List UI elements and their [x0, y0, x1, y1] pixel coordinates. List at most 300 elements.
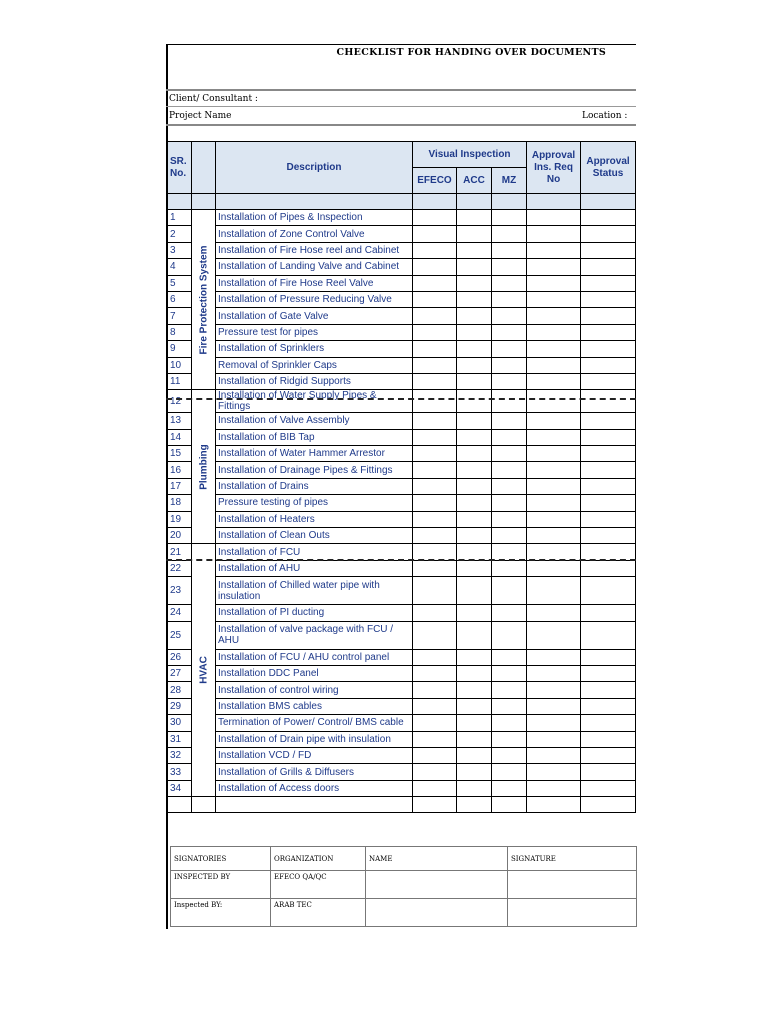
approval-ins-cell[interactable]	[527, 357, 581, 373]
section-plumbing	[192, 390, 216, 544]
row-description: Installation VCD / FD	[216, 747, 413, 763]
client-consultant-label: Client/ Consultant :	[169, 94, 258, 104]
approval-ins-cell[interactable]	[527, 528, 581, 544]
approval-ins-cell[interactable]	[527, 413, 581, 429]
row-description: Removal of Sprinkler Caps	[216, 357, 413, 373]
mz-cell[interactable]	[492, 357, 527, 373]
mz-cell[interactable]	[492, 544, 527, 560]
mz-cell[interactable]	[492, 462, 527, 478]
approval-status-cell[interactable]	[581, 780, 636, 796]
row-description: Installation of FCU	[216, 544, 413, 560]
mz-cell[interactable]	[492, 324, 527, 340]
approval-status-cell[interactable]	[581, 665, 636, 681]
acc-cell[interactable]	[457, 605, 492, 621]
approval-status-cell[interactable]	[581, 764, 636, 780]
table-row	[168, 413, 636, 429]
approval-ins-cell[interactable]	[527, 649, 581, 665]
acc-cell[interactable]	[457, 731, 492, 747]
mz-header: MZ	[492, 168, 527, 194]
row-number: 34	[168, 780, 192, 796]
mz-cell[interactable]	[492, 308, 527, 324]
row-description: Installation of Valve Assembly	[216, 413, 413, 429]
row-description: Installation of Ridgid Supports	[216, 373, 413, 389]
row-description: Installation of Drains	[216, 478, 413, 494]
efeco-cell[interactable]	[413, 390, 457, 413]
acc-cell[interactable]	[457, 308, 492, 324]
empty-cell	[457, 797, 492, 813]
efeco-cell[interactable]	[413, 715, 457, 731]
row-number: 22	[168, 560, 192, 576]
acc-cell[interactable]	[457, 478, 492, 494]
approval-status-cell[interactable]	[581, 291, 636, 307]
row-number: 4	[168, 259, 192, 275]
table-row	[168, 577, 636, 605]
row-number: 1	[168, 210, 192, 226]
approval-ins-cell[interactable]	[527, 544, 581, 560]
row-number: 7	[168, 308, 192, 324]
section-label: Plumbing	[198, 444, 209, 490]
mz-cell[interactable]	[492, 373, 527, 389]
approval-ins-cell[interactable]	[527, 682, 581, 698]
table-row	[168, 341, 636, 357]
table-row	[168, 373, 636, 389]
empty-cell	[492, 797, 527, 813]
section-label: Fire Protection System	[198, 245, 209, 355]
row-description: Installation of Fire Hose reel and Cabinet	[216, 242, 413, 258]
efeco-cell[interactable]	[413, 544, 457, 560]
approval-status-cell[interactable]	[581, 747, 636, 763]
organization-efeco: EFECO QA/QC	[271, 871, 366, 899]
row-number: 9	[168, 341, 192, 357]
mz-cell[interactable]	[492, 495, 527, 511]
acc-cell[interactable]	[457, 544, 492, 560]
mz-cell[interactable]	[492, 665, 527, 681]
name-field[interactable]	[366, 899, 508, 927]
efeco-cell[interactable]	[413, 605, 457, 621]
approval-ins-cell[interactable]	[527, 226, 581, 242]
efeco-cell[interactable]	[413, 324, 457, 340]
acc-cell[interactable]	[457, 577, 492, 605]
approval-status-header: Approval Status	[581, 142, 636, 194]
approval-ins-cell[interactable]	[527, 764, 581, 780]
mz-cell[interactable]	[492, 259, 527, 275]
empty-cell	[168, 797, 192, 813]
approval-ins-cell[interactable]	[527, 275, 581, 291]
table-row	[168, 259, 636, 275]
approval-status-cell[interactable]	[581, 373, 636, 389]
efeco-cell[interactable]	[413, 462, 457, 478]
table-row	[168, 390, 636, 413]
efeco-cell[interactable]	[413, 780, 457, 796]
table-row	[168, 291, 636, 307]
approval-status-cell[interactable]	[581, 577, 636, 605]
efeco-cell[interactable]	[413, 621, 457, 649]
mz-cell[interactable]	[492, 242, 527, 258]
approval-status-cell[interactable]	[581, 605, 636, 621]
efeco-cell[interactable]	[413, 357, 457, 373]
efeco-cell[interactable]	[413, 226, 457, 242]
sr-no-header: SR. No.	[168, 142, 192, 194]
approval-ins-req-no-header: Approval Ins. Req No	[527, 142, 581, 194]
approval-status-cell[interactable]	[581, 649, 636, 665]
table-row	[168, 764, 636, 780]
empty-cell	[216, 797, 413, 813]
acc-cell[interactable]	[457, 698, 492, 714]
acc-cell[interactable]	[457, 511, 492, 527]
row-number: 31	[168, 731, 192, 747]
table-row	[168, 462, 636, 478]
table-row	[168, 429, 636, 445]
approval-ins-cell[interactable]	[527, 210, 581, 226]
description-header: Description	[216, 142, 413, 194]
approval-status-cell[interactable]	[581, 731, 636, 747]
approval-status-cell[interactable]	[581, 495, 636, 511]
approval-status-cell[interactable]	[581, 446, 636, 462]
efeco-cell[interactable]	[413, 577, 457, 605]
efeco-cell[interactable]	[413, 210, 457, 226]
sheet-top-border	[166, 44, 636, 45]
acc-cell[interactable]	[457, 259, 492, 275]
mz-cell[interactable]	[492, 621, 527, 649]
row-description: Installation of Drain pipe with insulation	[216, 731, 413, 747]
table-row	[168, 275, 636, 291]
row-description: Installation BMS cables	[216, 698, 413, 714]
approval-status-cell[interactable]	[581, 275, 636, 291]
visual-inspection-header: Visual Inspection	[413, 142, 527, 168]
efeco-cell[interactable]	[413, 665, 457, 681]
table-row	[168, 324, 636, 340]
table-row	[168, 780, 636, 796]
efeco-cell[interactable]	[413, 446, 457, 462]
mz-cell[interactable]	[492, 780, 527, 796]
table-row	[168, 747, 636, 763]
signature-field[interactable]	[508, 899, 637, 927]
row-number: 18	[168, 495, 192, 511]
mz-cell[interactable]	[492, 577, 527, 605]
table-row	[168, 649, 636, 665]
mz-cell[interactable]	[492, 413, 527, 429]
approval-status-cell[interactable]	[581, 242, 636, 258]
organization-header: ORGANIZATION	[271, 847, 366, 871]
row-number: 27	[168, 665, 192, 681]
efeco-cell[interactable]	[413, 308, 457, 324]
section-separator	[166, 559, 636, 561]
row-description: Installation of Landing Valve and Cabinet	[216, 259, 413, 275]
mz-cell[interactable]	[492, 511, 527, 527]
row-number: 14	[168, 429, 192, 445]
row-number: 13	[168, 413, 192, 429]
inspected-by-label-2: Inspected BY:	[171, 899, 271, 927]
approval-status-cell[interactable]	[581, 511, 636, 527]
row-number: 28	[168, 682, 192, 698]
section-fire-protection	[192, 210, 216, 390]
approval-status-cell[interactable]	[581, 682, 636, 698]
table-row	[168, 698, 636, 714]
table-row	[168, 511, 636, 527]
section-separator	[166, 398, 636, 400]
approval-ins-cell[interactable]	[527, 462, 581, 478]
mz-cell[interactable]	[492, 605, 527, 621]
row-number: 8	[168, 324, 192, 340]
table-row	[168, 478, 636, 494]
row-number: 2	[168, 226, 192, 242]
approval-status-cell[interactable]	[581, 528, 636, 544]
mz-cell[interactable]	[492, 429, 527, 445]
acc-cell[interactable]	[457, 715, 492, 731]
row-description: Pressure testing of pipes	[216, 495, 413, 511]
acc-cell[interactable]	[457, 621, 492, 649]
empty-cell	[527, 797, 581, 813]
approval-ins-cell[interactable]	[527, 446, 581, 462]
row-description: Installation of Clean Outs	[216, 528, 413, 544]
acc-cell[interactable]	[457, 665, 492, 681]
mz-cell[interactable]	[492, 390, 527, 413]
approval-ins-cell[interactable]	[527, 495, 581, 511]
row-number: 29	[168, 698, 192, 714]
efeco-cell[interactable]	[413, 682, 457, 698]
row-description: Installation of Zone Control Valve	[216, 226, 413, 242]
approval-ins-cell[interactable]	[527, 698, 581, 714]
table-row	[168, 605, 636, 621]
row-description: Installation of Water Supply Pipes & Fittings	[216, 390, 413, 413]
mz-cell[interactable]	[492, 341, 527, 357]
acc-cell[interactable]	[457, 780, 492, 796]
row-number: 24	[168, 605, 192, 621]
acc-cell[interactable]	[457, 210, 492, 226]
acc-cell[interactable]	[457, 413, 492, 429]
mz-cell[interactable]	[492, 698, 527, 714]
approval-status-cell[interactable]	[581, 308, 636, 324]
table-row	[168, 495, 636, 511]
row-number: 25	[168, 621, 192, 649]
acc-cell[interactable]	[457, 275, 492, 291]
efeco-cell[interactable]	[413, 373, 457, 389]
efeco-cell[interactable]	[413, 495, 457, 511]
acc-cell[interactable]	[457, 341, 492, 357]
table-row	[168, 446, 636, 462]
approval-ins-cell[interactable]	[527, 665, 581, 681]
mz-cell[interactable]	[492, 764, 527, 780]
mz-cell[interactable]	[492, 291, 527, 307]
acc-cell[interactable]	[457, 764, 492, 780]
efeco-cell[interactable]	[413, 649, 457, 665]
efeco-cell[interactable]	[413, 478, 457, 494]
approval-status-cell[interactable]	[581, 341, 636, 357]
efeco-cell[interactable]	[413, 731, 457, 747]
table-row	[168, 226, 636, 242]
approval-ins-cell[interactable]	[527, 373, 581, 389]
approval-ins-cell[interactable]	[527, 747, 581, 763]
approval-ins-cell[interactable]	[527, 577, 581, 605]
mz-cell[interactable]	[492, 560, 527, 576]
acc-cell[interactable]	[457, 747, 492, 763]
efeco-cell[interactable]	[413, 413, 457, 429]
section-header-blank	[192, 142, 216, 194]
mz-cell[interactable]	[492, 649, 527, 665]
efeco-cell[interactable]	[413, 429, 457, 445]
efeco-cell[interactable]	[413, 242, 457, 258]
acc-cell[interactable]	[457, 528, 492, 544]
approval-ins-cell[interactable]	[527, 478, 581, 494]
acc-cell[interactable]	[457, 324, 492, 340]
mz-cell[interactable]	[492, 747, 527, 763]
efeco-cell[interactable]	[413, 698, 457, 714]
organization-arabtec: ARAB TEC	[271, 899, 366, 927]
approval-status-cell[interactable]	[581, 390, 636, 413]
approval-ins-cell[interactable]	[527, 731, 581, 747]
approval-status-cell[interactable]	[581, 429, 636, 445]
inspected-by-label: INSPECTED BY	[171, 871, 271, 899]
mz-cell[interactable]	[492, 210, 527, 226]
row-description: Pressure test for pipes	[216, 324, 413, 340]
approval-ins-cell[interactable]	[527, 429, 581, 445]
row-number: 20	[168, 528, 192, 544]
row-number: 26	[168, 649, 192, 665]
acc-cell[interactable]	[457, 226, 492, 242]
table-row	[168, 715, 636, 731]
efeco-cell[interactable]	[413, 341, 457, 357]
acc-cell[interactable]	[457, 291, 492, 307]
efeco-cell[interactable]	[413, 747, 457, 763]
acc-cell[interactable]	[457, 560, 492, 576]
row-number: 15	[168, 446, 192, 462]
divider	[166, 124, 636, 126]
mz-cell[interactable]	[492, 446, 527, 462]
location-label: Location :	[582, 111, 628, 121]
mz-cell[interactable]	[492, 715, 527, 731]
acc-cell[interactable]	[457, 357, 492, 373]
acc-cell[interactable]	[457, 429, 492, 445]
mz-cell[interactable]	[492, 731, 527, 747]
table-row	[168, 308, 636, 324]
table-row	[168, 194, 636, 210]
row-description: Installation of Pipes & Inspection	[216, 210, 413, 226]
row-description: Installation of Heaters	[216, 511, 413, 527]
row-description: Installation of PI ducting	[216, 605, 413, 621]
row-description: Installation of Pressure Reducing Valve	[216, 291, 413, 307]
efeco-cell[interactable]	[413, 528, 457, 544]
efeco-cell[interactable]	[413, 764, 457, 780]
table-row	[168, 528, 636, 544]
approval-status-cell[interactable]	[581, 544, 636, 560]
mz-cell[interactable]	[492, 682, 527, 698]
efeco-cell[interactable]	[413, 259, 457, 275]
approval-status-cell[interactable]	[581, 210, 636, 226]
row-description: Installation of FCU / AHU control panel	[216, 649, 413, 665]
mz-cell[interactable]	[492, 226, 527, 242]
approval-status-cell[interactable]	[581, 698, 636, 714]
divider	[166, 89, 636, 91]
signatories-table	[170, 846, 637, 927]
approval-status-cell[interactable]	[581, 478, 636, 494]
efeco-cell[interactable]	[413, 511, 457, 527]
efeco-header: EFECO	[413, 168, 457, 194]
name-header: NAME	[366, 847, 508, 871]
acc-header: ACC	[457, 168, 492, 194]
section-label: HVAC	[198, 656, 209, 685]
row-number: 11	[168, 373, 192, 389]
acc-cell[interactable]	[457, 446, 492, 462]
acc-cell[interactable]	[457, 495, 492, 511]
efeco-cell[interactable]	[413, 560, 457, 576]
approval-ins-cell[interactable]	[527, 324, 581, 340]
acc-cell[interactable]	[457, 242, 492, 258]
row-number: 3	[168, 242, 192, 258]
row-description: Installation of AHU	[216, 560, 413, 576]
signature-field[interactable]	[508, 871, 637, 899]
approval-status-cell[interactable]	[581, 357, 636, 373]
table-row	[168, 731, 636, 747]
approval-ins-cell[interactable]	[527, 291, 581, 307]
row-number: 10	[168, 357, 192, 373]
row-number: 32	[168, 747, 192, 763]
row-number: 30	[168, 715, 192, 731]
table-row	[168, 242, 636, 258]
table-row	[168, 682, 636, 698]
approval-ins-cell[interactable]	[527, 511, 581, 527]
acc-cell[interactable]	[457, 462, 492, 478]
approval-ins-cell[interactable]	[527, 242, 581, 258]
approval-status-cell[interactable]	[581, 560, 636, 576]
row-description: Installation of Gate Valve	[216, 308, 413, 324]
table-row	[168, 357, 636, 373]
table-row	[168, 797, 636, 813]
acc-cell[interactable]	[457, 649, 492, 665]
approval-status-cell[interactable]	[581, 621, 636, 649]
mz-cell[interactable]	[492, 528, 527, 544]
acc-cell[interactable]	[457, 390, 492, 413]
acc-cell[interactable]	[457, 682, 492, 698]
section-hvac	[192, 544, 216, 797]
mz-cell[interactable]	[492, 478, 527, 494]
row-description: Installation of Access doors	[216, 780, 413, 796]
table-row	[168, 560, 636, 576]
approval-status-cell[interactable]	[581, 259, 636, 275]
approval-status-cell[interactable]	[581, 462, 636, 478]
approval-ins-cell[interactable]	[527, 621, 581, 649]
name-field[interactable]	[366, 871, 508, 899]
approval-ins-cell[interactable]	[527, 715, 581, 731]
table-row	[168, 210, 636, 226]
approval-status-cell[interactable]	[581, 226, 636, 242]
row-description: Installation of Drainage Pipes & Fittings	[216, 462, 413, 478]
signatories-header: SIGNATORIES	[171, 847, 271, 871]
approval-status-cell[interactable]	[581, 413, 636, 429]
row-number: 16	[168, 462, 192, 478]
row-description: Installation of control wiring	[216, 682, 413, 698]
row-number: 23	[168, 577, 192, 605]
empty-cell	[192, 797, 216, 813]
approval-ins-cell[interactable]	[527, 780, 581, 796]
mz-cell[interactable]	[492, 275, 527, 291]
efeco-cell[interactable]	[413, 291, 457, 307]
approval-status-cell[interactable]	[581, 324, 636, 340]
approval-ins-cell[interactable]	[527, 560, 581, 576]
approval-ins-cell[interactable]	[527, 308, 581, 324]
checklist-table	[167, 141, 636, 813]
approval-ins-cell[interactable]	[527, 605, 581, 621]
approval-status-cell[interactable]	[581, 715, 636, 731]
efeco-cell[interactable]	[413, 275, 457, 291]
row-number: 21	[168, 544, 192, 560]
row-description: Termination of Power/ Control/ BMS cable	[216, 715, 413, 731]
approval-ins-cell[interactable]	[527, 390, 581, 413]
row-number: 33	[168, 764, 192, 780]
acc-cell[interactable]	[457, 373, 492, 389]
approval-ins-cell[interactable]	[527, 259, 581, 275]
empty-cell	[413, 797, 457, 813]
approval-ins-cell[interactable]	[527, 341, 581, 357]
